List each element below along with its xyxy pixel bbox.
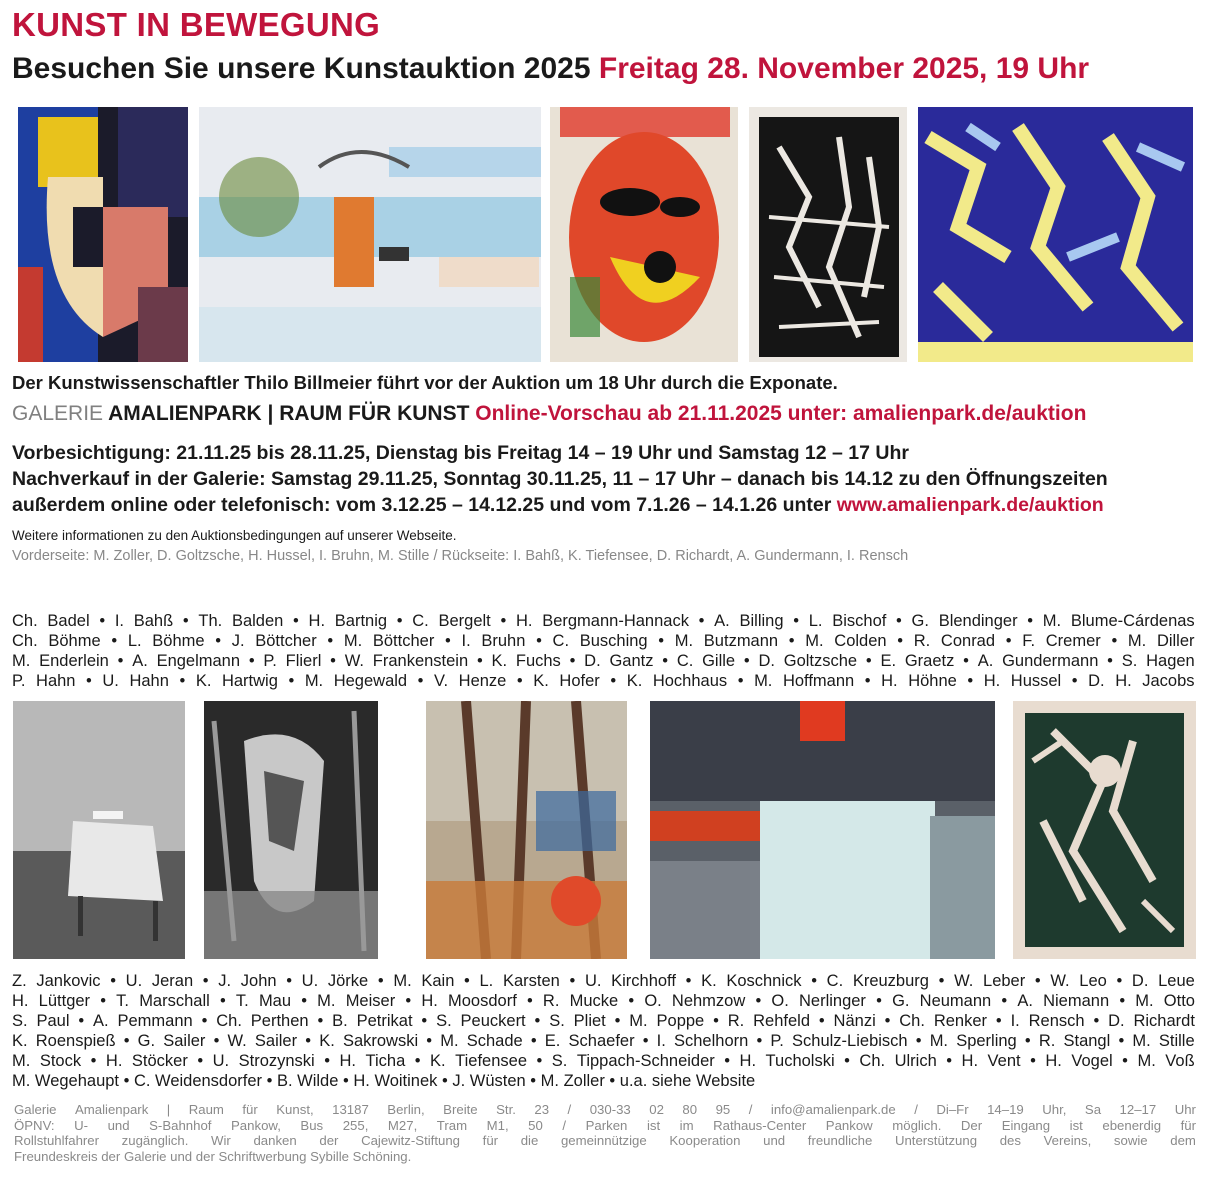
artist-list-row: P. Hahn • U. Hahn • K. Hartwig • M. Hegewald • V. Henze • K. Hofer • K. Hochhaus • M. Hoffmann • H. Höhne • H. Hussel • D. H. Jacobs — [12, 672, 1195, 690]
page-title: KUNST IN BEWEGUNG — [12, 6, 381, 43]
footer-line: Rollstuhlfahrer zugänglich. Wir danken der Cajewitz-Stiftung für die gemeinnützige Kooperation und freundliche Unterstützung des Vereins, sowie dem — [14, 1133, 1196, 1148]
gallery-name: AMALIENPARK | RAUM FÜR KUNST — [108, 402, 470, 425]
more-info-text: Weitere informationen zu den Auktionsbedingungen auf unserer Webseite. — [12, 528, 457, 543]
artist-list-row: M. Enderlein • A. Engelmann • P. Flierl • W. Frankenstein • K. Fuchs • D. Gantz • C. Gille • D. Goltzsche • E. Graetz • A. Gundermann • S. Hagen — [12, 652, 1195, 670]
auction-website-link[interactable]: www.amalienpark.de/auktion — [836, 494, 1104, 516]
artwork-tiefensee — [204, 701, 378, 959]
artwork-zoller — [18, 107, 188, 362]
image-credits: Vorderseite: M. Zoller, D. Goltzsche, H. Hussel, I. Bruhn, M. Stille / Rückseite: I. Bahß, K. Tiefensee, D. Richardt, A. Gundermann, I. Rensch — [12, 548, 909, 564]
artist-list-row: K. Roenspieß • G. Sailer • W. Sailer • K. Sakrowski • M. Schade • E. Schaefer • I. Schelhorn • P. Schulz-Liebisch • M. Sperling • R. Stangl • M. Stille — [12, 1032, 1195, 1050]
artwork-bruhn — [749, 107, 907, 362]
artwork-gundermann — [650, 701, 995, 959]
guide-text: Der Kunstwissenschaftler Thilo Billmeier führt vor der Auktion um 18 Uhr durch die Exponate. — [12, 372, 838, 393]
footer-line: ÖPNV: U- und S-Bahnhof Pankow, Bus 255, M27, Tram M1, 50 / Parken ist im Rathaus-Center Pankow möglich. Der Eingang ist ebenerdig für — [14, 1117, 1196, 1133]
subtitle-text: Besuchen Sie unsere Kunstauktion 2025 — [12, 52, 591, 85]
preview-dates: Vorbesichtigung: 21.11.25 bis 28.11.25, Dienstag bis Freitag 14 – 19 Uhr und Samstag 12 – 17 Uhr — [12, 442, 909, 464]
online-dates — [12, 494, 1104, 517]
artwork-stille — [918, 107, 1193, 362]
artist-list-row: M. Stock • H. Stöcker • U. Strozynski • H. Ticha • K. Tiefensee • S. Tippach-Schneider • H. Tucholski • Ch. Ulrich • H. Vent • H. Vogel • M. Voß — [12, 1052, 1195, 1070]
footer-line: Galerie Amalienpark | Raum für Kunst, 13187 Berlin, Breite Str. 23 / 030-33 02 80 95 / info@amalienpark.de / Di–Fr 14–19 Uhr, Sa 12–17 Uhr — [14, 1102, 1196, 1117]
event-subtitle — [12, 52, 1089, 86]
gallery-word: GALERIE — [12, 402, 104, 425]
event-date: Freitag 28. November 2025, 19 Uhr — [598, 52, 1090, 85]
artist-list-row: Ch. Badel • I. Bahß • Th. Balden • H. Bartnig • C. Bergelt • H. Bergmann-Hannack • A. Billing • L. Bischof • G. Blendinger • M. Blume-Cárdenas — [12, 612, 1195, 630]
artist-list-top — [12, 611, 1195, 691]
footer-line: Freundeskreis der Galerie und der Schriftwerbung Sybille Schöning. — [14, 1148, 412, 1164]
artwork-rensch — [1013, 701, 1196, 959]
artist-list-row: M. Wegehaupt • C. Weidensdorfer • B. Wilde • H. Woitinek • J. Wüsten • M. Zoller • u.a. siehe Website — [12, 1072, 756, 1090]
artist-list-row: Ch. Böhme • L. Böhme • J. Böttcher • M. Böttcher • I. Bruhn • C. Busching • M. Butzmann • M. Colden • R. Conrad • F. Cremer • M. Diller — [12, 632, 1195, 650]
artwork-hussel — [550, 107, 738, 362]
artist-list-bottom — [12, 971, 1195, 1091]
gallery-line — [12, 402, 1086, 426]
artwork-bahss — [13, 701, 185, 959]
artist-list-row: S. Paul • A. Pemmann • Ch. Perthen • B. Petrikat • S. Peuckert • S. Pliet • M. Poppe • R. Rehfeld • Nänzi • Ch. Renker • I. Rensch • D. Richardt — [12, 1012, 1195, 1030]
artwork-goltzsche — [199, 107, 541, 362]
aftersale-dates: Nachverkauf in der Galerie: Samstag 29.11.25, Sonntag 30.11.25, 11 – 17 Uhr – danach bis 14.12 zu den Öffnungszeiten — [12, 468, 1108, 490]
artwork-richardt — [426, 701, 627, 959]
artist-list-row: H. Lüttger • T. Marschall • T. Mau • M. Meiser • H. Moosdorf • R. Mucke • O. Nehmzow • O. Nerlinger • G. Neumann • A. Niemann • M. Otto — [12, 992, 1195, 1010]
artist-list-row: Z. Jankovic • U. Jeran • J. John • U. Jörke • M. Kain • L. Karsten • U. Kirchhoff • K. Koschnick • C. Kreuzburg • W. Leber • W. Leo • D. Leue — [12, 972, 1195, 990]
footer — [14, 1102, 1196, 1164]
online-dates-text: außerdem online oder telefonisch: vom 3.12.25 – 14.12.25 und vom 7.1.26 – 14.1.26 unter — [12, 494, 832, 516]
online-preview-link[interactable]: Online-Vorschau ab 21.11.2025 unter: amalienpark.de/auktion — [475, 402, 1087, 425]
